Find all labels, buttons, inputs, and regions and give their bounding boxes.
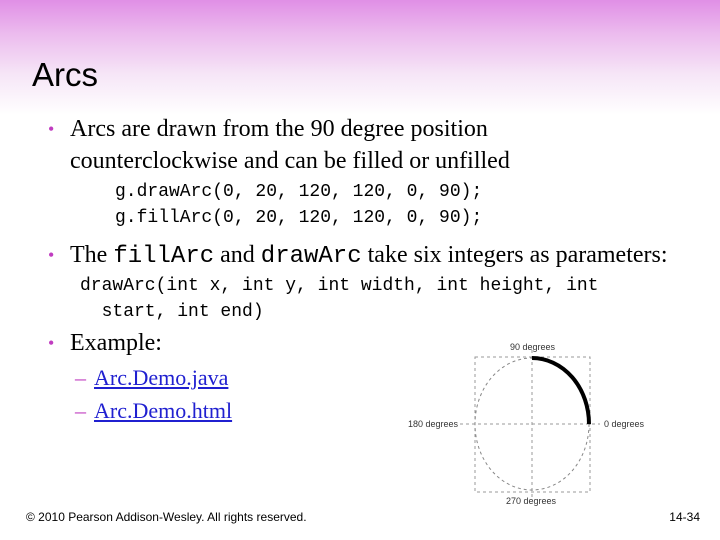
dash-marker: – <box>75 398 86 423</box>
bullet-params-t3: take six integers as parameters: <box>361 242 668 268</box>
link-arcdemo-html[interactable]: Arc.Demo.html <box>94 398 233 423</box>
label-270-degrees: 270 degrees <box>506 496 557 506</box>
label-90-degrees: 90 degrees <box>510 342 556 352</box>
footer-copyright: © 2010 Pearson Addison-Wesley. All rights reserved. <box>26 510 307 524</box>
bullet-params-t1: The <box>70 242 114 268</box>
slide-title: Arcs <box>32 56 98 93</box>
sub-item-link-java <box>75 364 228 392</box>
code-line: g.drawArc(0, 20, 120, 120, 0, 90); <box>115 182 483 202</box>
header-band <box>0 0 720 115</box>
code-signature <box>80 273 598 325</box>
code-line: start, int end) <box>80 302 264 322</box>
arc-diagram <box>400 338 660 508</box>
code-line: g.fillArc(0, 20, 120, 120, 0, 90); <box>115 208 483 228</box>
link-arcdemo-java[interactable]: Arc.Demo.java <box>94 365 229 390</box>
bullet-params-code2: drawArc <box>260 243 362 270</box>
dash-marker: – <box>75 365 86 390</box>
bullet-example <box>48 327 162 359</box>
footer-page-number: 14-34 <box>669 510 700 524</box>
bullet-example-text: Example: <box>70 330 162 356</box>
sub-item-link-html <box>75 397 232 425</box>
bullet-dot: • <box>48 333 55 353</box>
drawn-arc <box>532 358 589 424</box>
label-180-degrees: 180 degrees <box>408 419 459 429</box>
bullet-params-code1: fillArc <box>113 243 215 270</box>
bullet-arcs-text: Arcs are drawn from the 90 degree position counterclockwise and can be filled or unfilled <box>70 116 510 174</box>
bullet-dot: • <box>48 119 55 139</box>
label-0-degrees: 0 degrees <box>604 419 645 429</box>
code-line: drawArc(int x, int y, int width, int height, int <box>80 276 599 296</box>
bullet-dot: • <box>48 245 55 265</box>
bullet-params-t2: and <box>214 242 261 268</box>
code-example-1 <box>115 179 482 231</box>
bullet-params <box>48 239 690 273</box>
bullet-arcs <box>48 113 610 177</box>
